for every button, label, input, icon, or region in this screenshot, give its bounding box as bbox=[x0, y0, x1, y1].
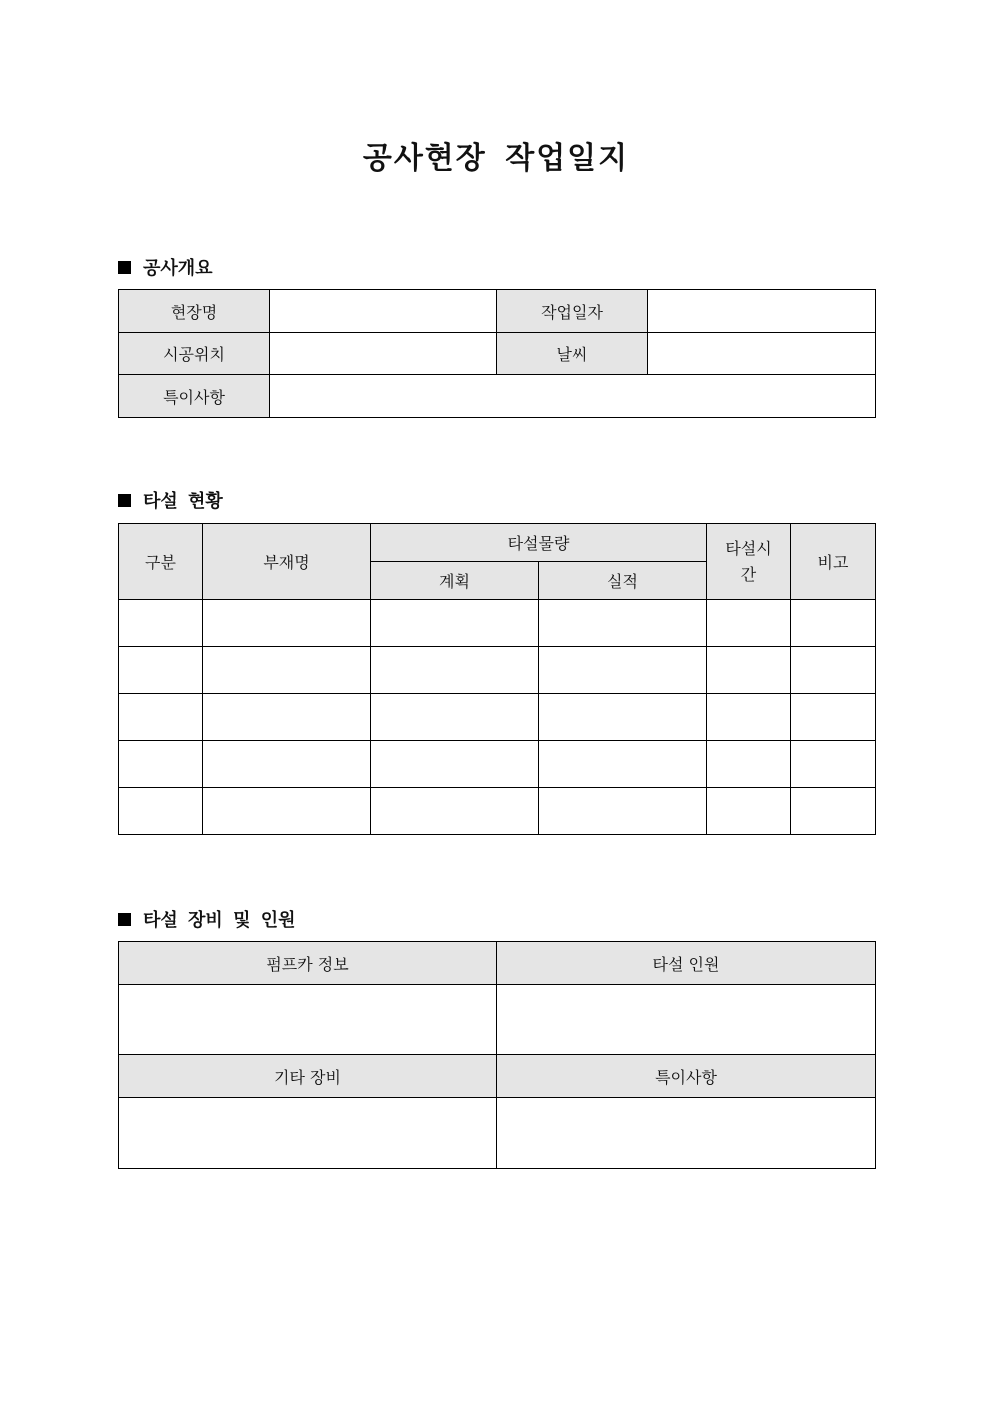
equipment-notes-field[interactable] bbox=[497, 1098, 876, 1169]
pump-car-field[interactable] bbox=[119, 985, 497, 1055]
table-cell[interactable] bbox=[371, 741, 539, 788]
table-cell[interactable] bbox=[203, 694, 371, 741]
square-bullet-icon bbox=[118, 913, 131, 926]
table-cell[interactable] bbox=[707, 600, 791, 647]
crew-label: 타설 인원 bbox=[497, 942, 876, 985]
table-cell[interactable] bbox=[791, 694, 876, 741]
table-row bbox=[119, 600, 876, 647]
table-cell[interactable] bbox=[203, 647, 371, 694]
overview-heading bbox=[118, 254, 213, 280]
equipment-heading bbox=[118, 906, 296, 932]
square-bullet-icon bbox=[118, 261, 131, 274]
pouring-heading bbox=[118, 487, 223, 513]
table-cell[interactable] bbox=[791, 600, 876, 647]
notes-field[interactable] bbox=[270, 375, 876, 418]
weather-label: 날씨 bbox=[497, 333, 648, 375]
pouring-heading-text: 타설 현황 bbox=[143, 491, 223, 512]
crew-field[interactable] bbox=[497, 985, 876, 1055]
table-cell[interactable] bbox=[203, 741, 371, 788]
table-cell[interactable] bbox=[791, 788, 876, 835]
table-cell[interactable] bbox=[539, 600, 707, 647]
table-cell[interactable] bbox=[203, 600, 371, 647]
notes-label: 특이사항 bbox=[119, 375, 270, 418]
table-row bbox=[119, 694, 876, 741]
equipment-heading-text: 타설 장비 및 인원 bbox=[143, 910, 296, 931]
table-cell[interactable] bbox=[539, 788, 707, 835]
table-cell[interactable] bbox=[371, 647, 539, 694]
table-cell[interactable] bbox=[119, 788, 203, 835]
work-date-label: 작업일자 bbox=[497, 290, 648, 333]
remarks-header: 비고 bbox=[791, 524, 876, 600]
table-row bbox=[119, 647, 876, 694]
table-cell[interactable] bbox=[539, 694, 707, 741]
table-cell[interactable] bbox=[119, 647, 203, 694]
pouring-table bbox=[118, 523, 876, 835]
table-cell[interactable] bbox=[119, 600, 203, 647]
table-cell[interactable] bbox=[707, 741, 791, 788]
overview-heading-text: 공사개요 bbox=[143, 258, 213, 279]
site-name-field[interactable] bbox=[270, 290, 497, 333]
table-cell[interactable] bbox=[791, 741, 876, 788]
table-cell[interactable] bbox=[539, 741, 707, 788]
table-cell[interactable] bbox=[707, 694, 791, 741]
site-name-label: 현장명 bbox=[119, 290, 270, 333]
actual-header: 실적 bbox=[539, 562, 707, 600]
member-header: 부재명 bbox=[203, 524, 371, 600]
table-cell[interactable] bbox=[119, 741, 203, 788]
table-cell[interactable] bbox=[371, 600, 539, 647]
table-cell[interactable] bbox=[707, 647, 791, 694]
volume-header: 타설물량 bbox=[371, 524, 707, 562]
table-cell[interactable] bbox=[119, 694, 203, 741]
table-row bbox=[119, 741, 876, 788]
work-date-field[interactable] bbox=[648, 290, 876, 333]
other-equipment-field[interactable] bbox=[119, 1098, 497, 1169]
equipment-table bbox=[118, 941, 876, 1169]
table-cell[interactable] bbox=[707, 788, 791, 835]
overview-table bbox=[118, 289, 876, 418]
weather-field[interactable] bbox=[648, 333, 876, 375]
table-row bbox=[119, 788, 876, 835]
document-title: 공사현장 작업일지 bbox=[362, 141, 630, 176]
table-cell[interactable] bbox=[539, 647, 707, 694]
location-field[interactable] bbox=[270, 333, 497, 375]
equipment-notes-label: 특이사항 bbox=[497, 1055, 876, 1098]
pump-car-label: 펌프카 정보 bbox=[119, 942, 497, 985]
location-label: 시공위치 bbox=[119, 333, 270, 375]
table-cell[interactable] bbox=[371, 694, 539, 741]
square-bullet-icon bbox=[118, 494, 131, 507]
other-equipment-label: 기타 장비 bbox=[119, 1055, 497, 1098]
plan-header: 계획 bbox=[371, 562, 539, 600]
table-cell[interactable] bbox=[203, 788, 371, 835]
category-header: 구분 bbox=[119, 524, 203, 600]
table-cell[interactable] bbox=[371, 788, 539, 835]
table-cell[interactable] bbox=[791, 647, 876, 694]
time-header-text: 타설시간 bbox=[725, 538, 772, 584]
time-header bbox=[707, 524, 791, 600]
